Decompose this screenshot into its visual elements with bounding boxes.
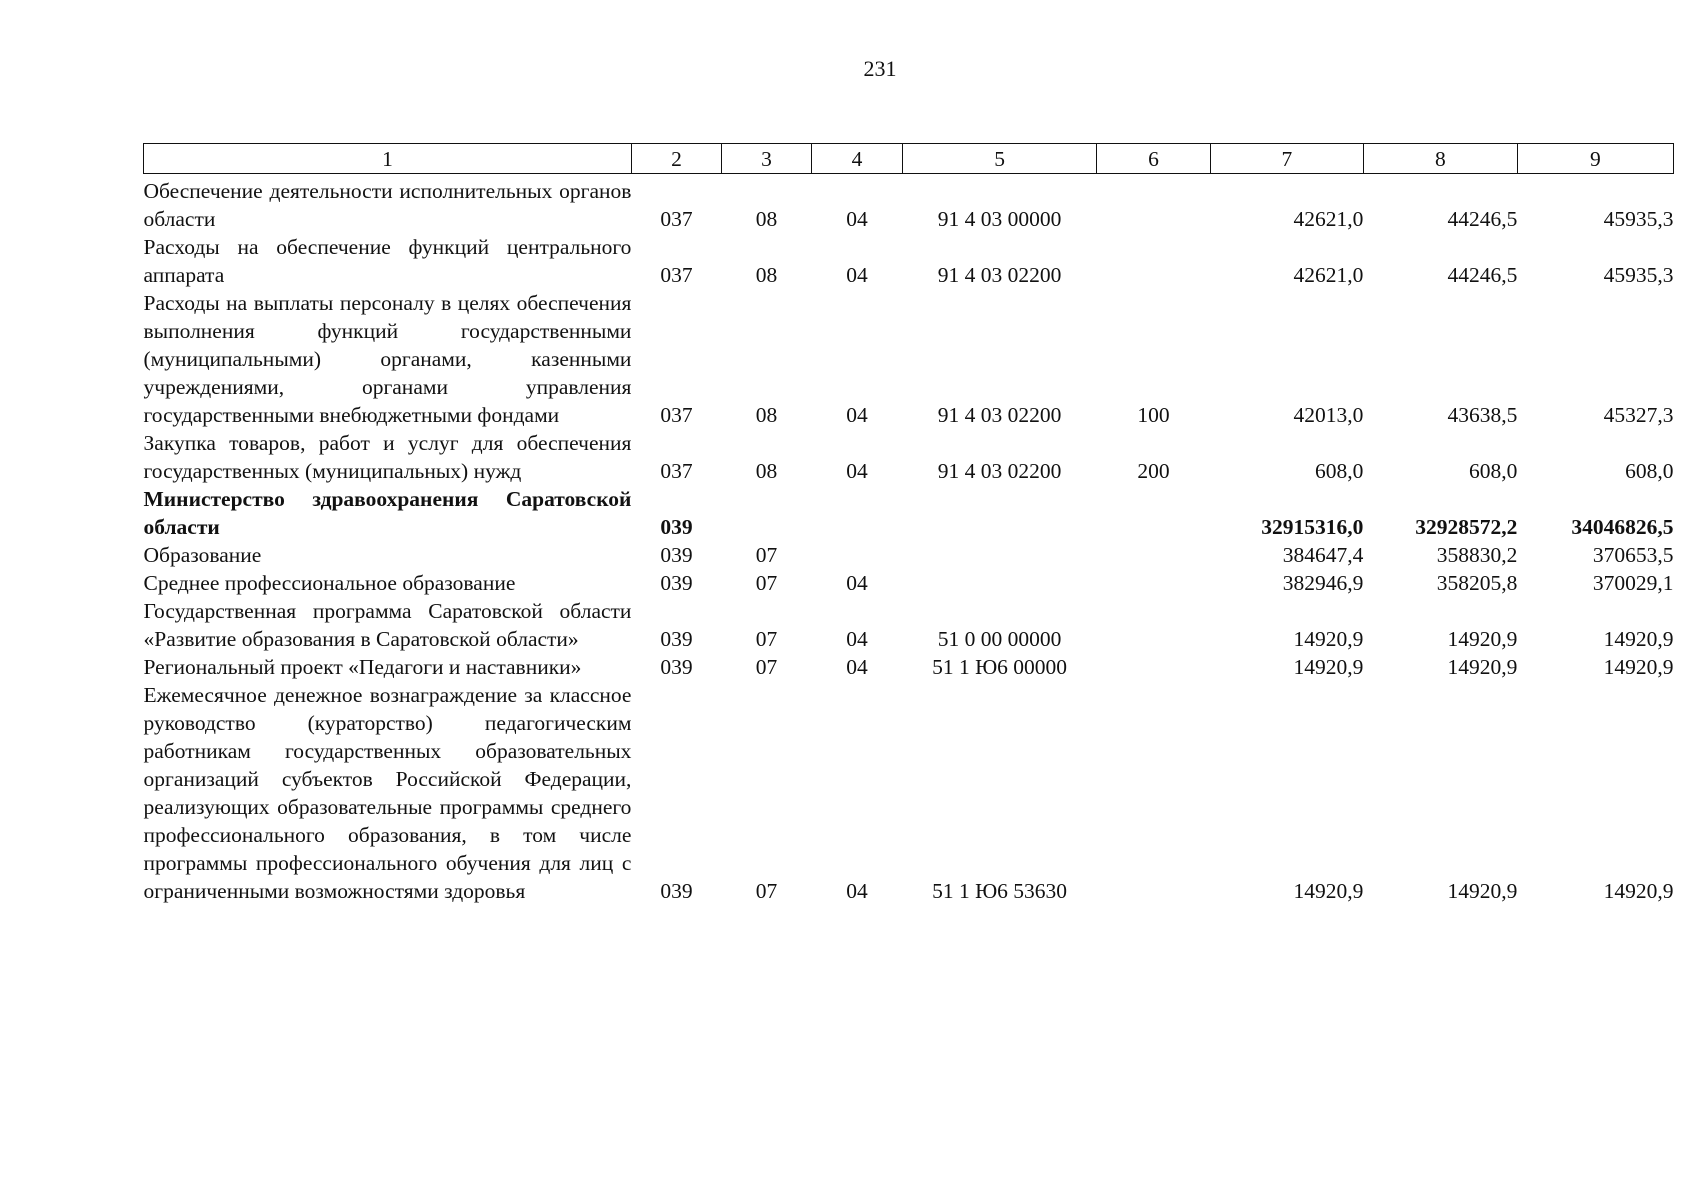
amount-year-3-cell: 45327,3 [1603,403,1674,427]
section-code-cell: 08 [755,207,778,231]
amount-year-3-cell: 608,0 [1625,459,1674,483]
amount-year-2-cell: 14920,9 [1447,655,1518,679]
ministry-code-cell: 037 [660,403,693,427]
section-code-cell: 08 [755,263,778,287]
header-row [144,144,1674,174]
ministry-code-cell: 037 [660,459,693,483]
row-name-cell: Закупка товаров, работ и услуг для обеспечения государственных (муниципальных) нужд [143,431,632,483]
table-row [144,597,1674,653]
expense-type-cell: 200 [1137,459,1170,483]
amount-year-2-cell: 608,0 [1468,459,1518,483]
target-article-cell: 91 4 03 02200 [937,403,1062,427]
row-name-cell: Региональный проект «Педагоги и наставники» [143,655,582,679]
amount-year-2-cell: 44246,5 [1447,207,1518,231]
amount-year-3-cell: 45935,3 [1603,207,1674,231]
amount-year-1-cell: 42621,0 [1293,207,1364,231]
amount-year-1-cell: 14920,9 [1293,627,1364,651]
amount-year-2-cell: 14920,9 [1447,879,1518,903]
section-code-cell: 08 [755,459,778,483]
amount-year-1-cell: 14920,9 [1293,655,1364,679]
table-row [144,289,1674,429]
subsection-code-cell: 04 [846,263,868,287]
ministry-code-cell: 039 [660,655,693,679]
amount-year-3-cell: 370653,5 [1592,543,1674,567]
page-number: 231 [863,56,897,81]
table-row [144,485,1674,541]
amount-year-3-cell: 14920,9 [1603,627,1674,651]
section-code-cell: 07 [755,543,778,567]
subsection-code-cell [811,485,902,541]
amount-year-1-cell: 14920,9 [1293,879,1364,903]
column-header: 2 [631,144,721,174]
target-article-cell [903,569,1097,597]
amount-year-2-cell: 32928572,2 [1415,515,1518,539]
expense-type-cell [1097,681,1211,905]
table-row [144,653,1674,681]
target-article-cell: 91 4 03 02200 [937,263,1062,287]
target-article-cell [903,485,1097,541]
column-header: 4 [811,144,902,174]
row-name-cell: Государственная программа Саратовской области «Развитие образования в Саратовской области» [143,599,632,651]
column-header: 6 [1097,144,1211,174]
target-article-cell [903,541,1097,569]
subsection-code-cell: 04 [846,627,868,651]
section-code-cell: 07 [755,655,778,679]
amount-year-2-cell: 358205,8 [1436,571,1518,595]
row-name-cell: Среднее профессиональное образование [143,571,516,595]
ministry-code-cell: 039 [660,879,693,903]
expense-type-cell [1097,597,1211,653]
amount-year-2-cell: 43638,5 [1447,403,1518,427]
subsection-code-cell: 04 [846,207,868,231]
amount-year-3-cell: 14920,9 [1603,655,1674,679]
column-header: 8 [1363,144,1517,174]
table-body [144,174,1674,906]
row-name-cell: Расходы на выплаты персоналу в целях обеспечения выполнения функций государственными (муниципальными) органами, казенными учреждениями, органами управления государственными внебюджетными фондами [143,291,632,427]
table-row [144,681,1674,905]
subsection-code-cell: 04 [846,571,868,595]
target-article-cell: 51 0 00 00000 [937,627,1062,651]
ministry-code-cell: 039 [660,543,693,567]
row-name-cell: Министерство здравоохранения Саратовской области [143,487,632,539]
section-code-cell [721,485,811,541]
amount-year-2-cell: 44246,5 [1447,263,1518,287]
table-row [144,429,1674,485]
expense-type-cell: 100 [1137,403,1170,427]
table-row [144,233,1674,289]
ministry-code-cell: 037 [660,207,693,231]
subsection-code-cell: 04 [846,879,868,903]
expense-type-cell [1097,174,1211,234]
row-name-cell: Расходы на обеспечение функций центрального аппарата [143,235,632,287]
amount-year-2-cell: 14920,9 [1447,627,1518,651]
expense-type-cell [1097,233,1211,289]
amount-year-3-cell: 34046826,5 [1571,515,1674,539]
subsection-code-cell: 04 [846,459,868,483]
section-code-cell: 07 [755,879,778,903]
table-row [144,569,1674,597]
amount-year-1-cell: 382946,9 [1282,571,1364,595]
target-article-cell: 91 4 03 00000 [937,207,1062,231]
subsection-code-cell: 04 [846,403,868,427]
amount-year-1-cell: 384647,4 [1282,543,1364,567]
amount-year-3-cell: 370029,1 [1592,571,1674,595]
table-row [144,174,1674,234]
target-article-cell: 51 1 Ю6 00000 [932,655,1068,679]
ministry-code-cell: 039 [660,627,693,651]
ministry-code-cell: 039 [660,515,693,539]
ministry-code-cell: 037 [660,263,693,287]
amount-year-3-cell: 45935,3 [1603,263,1674,287]
row-name-cell: Обеспечение деятельности исполнительных органов области [143,179,632,231]
subsection-code-cell: 04 [846,655,868,679]
table-row [144,541,1674,569]
expense-type-cell [1097,541,1211,569]
ministry-code-cell: 039 [660,571,693,595]
amount-year-2-cell: 358830,2 [1436,543,1518,567]
amount-year-1-cell: 32915316,0 [1261,515,1364,539]
subsection-code-cell [811,541,902,569]
column-header: 3 [721,144,811,174]
amount-year-3-cell: 14920,9 [1603,879,1674,903]
column-header: 9 [1517,144,1673,174]
target-article-cell: 91 4 03 02200 [937,459,1062,483]
amount-year-1-cell: 42621,0 [1293,263,1364,287]
section-code-cell: 07 [755,571,778,595]
column-header: 5 [903,144,1097,174]
expense-type-cell [1097,653,1211,681]
budget-table [143,143,1674,905]
row-name-cell: Ежемесячное денежное вознаграждение за классное руководство (кураторство) педагогическим работникам государственных образовательных организаций субъектов Российской Федерации, реализующих образовательные программы среднего профессионального образования, в том числе программы профессионального обучения для лиц с ограниченными возможностями здоровья [143,683,632,903]
row-name-cell: Образование [143,543,262,567]
expense-type-cell [1097,569,1211,597]
column-header: 1 [144,144,632,174]
amount-year-1-cell: 42013,0 [1293,403,1364,427]
amount-year-1-cell: 608,0 [1314,459,1364,483]
column-header: 7 [1210,144,1363,174]
expense-type-cell [1097,485,1211,541]
section-code-cell: 07 [755,627,778,651]
target-article-cell: 51 1 Ю6 53630 [932,879,1068,903]
section-code-cell: 08 [755,403,778,427]
